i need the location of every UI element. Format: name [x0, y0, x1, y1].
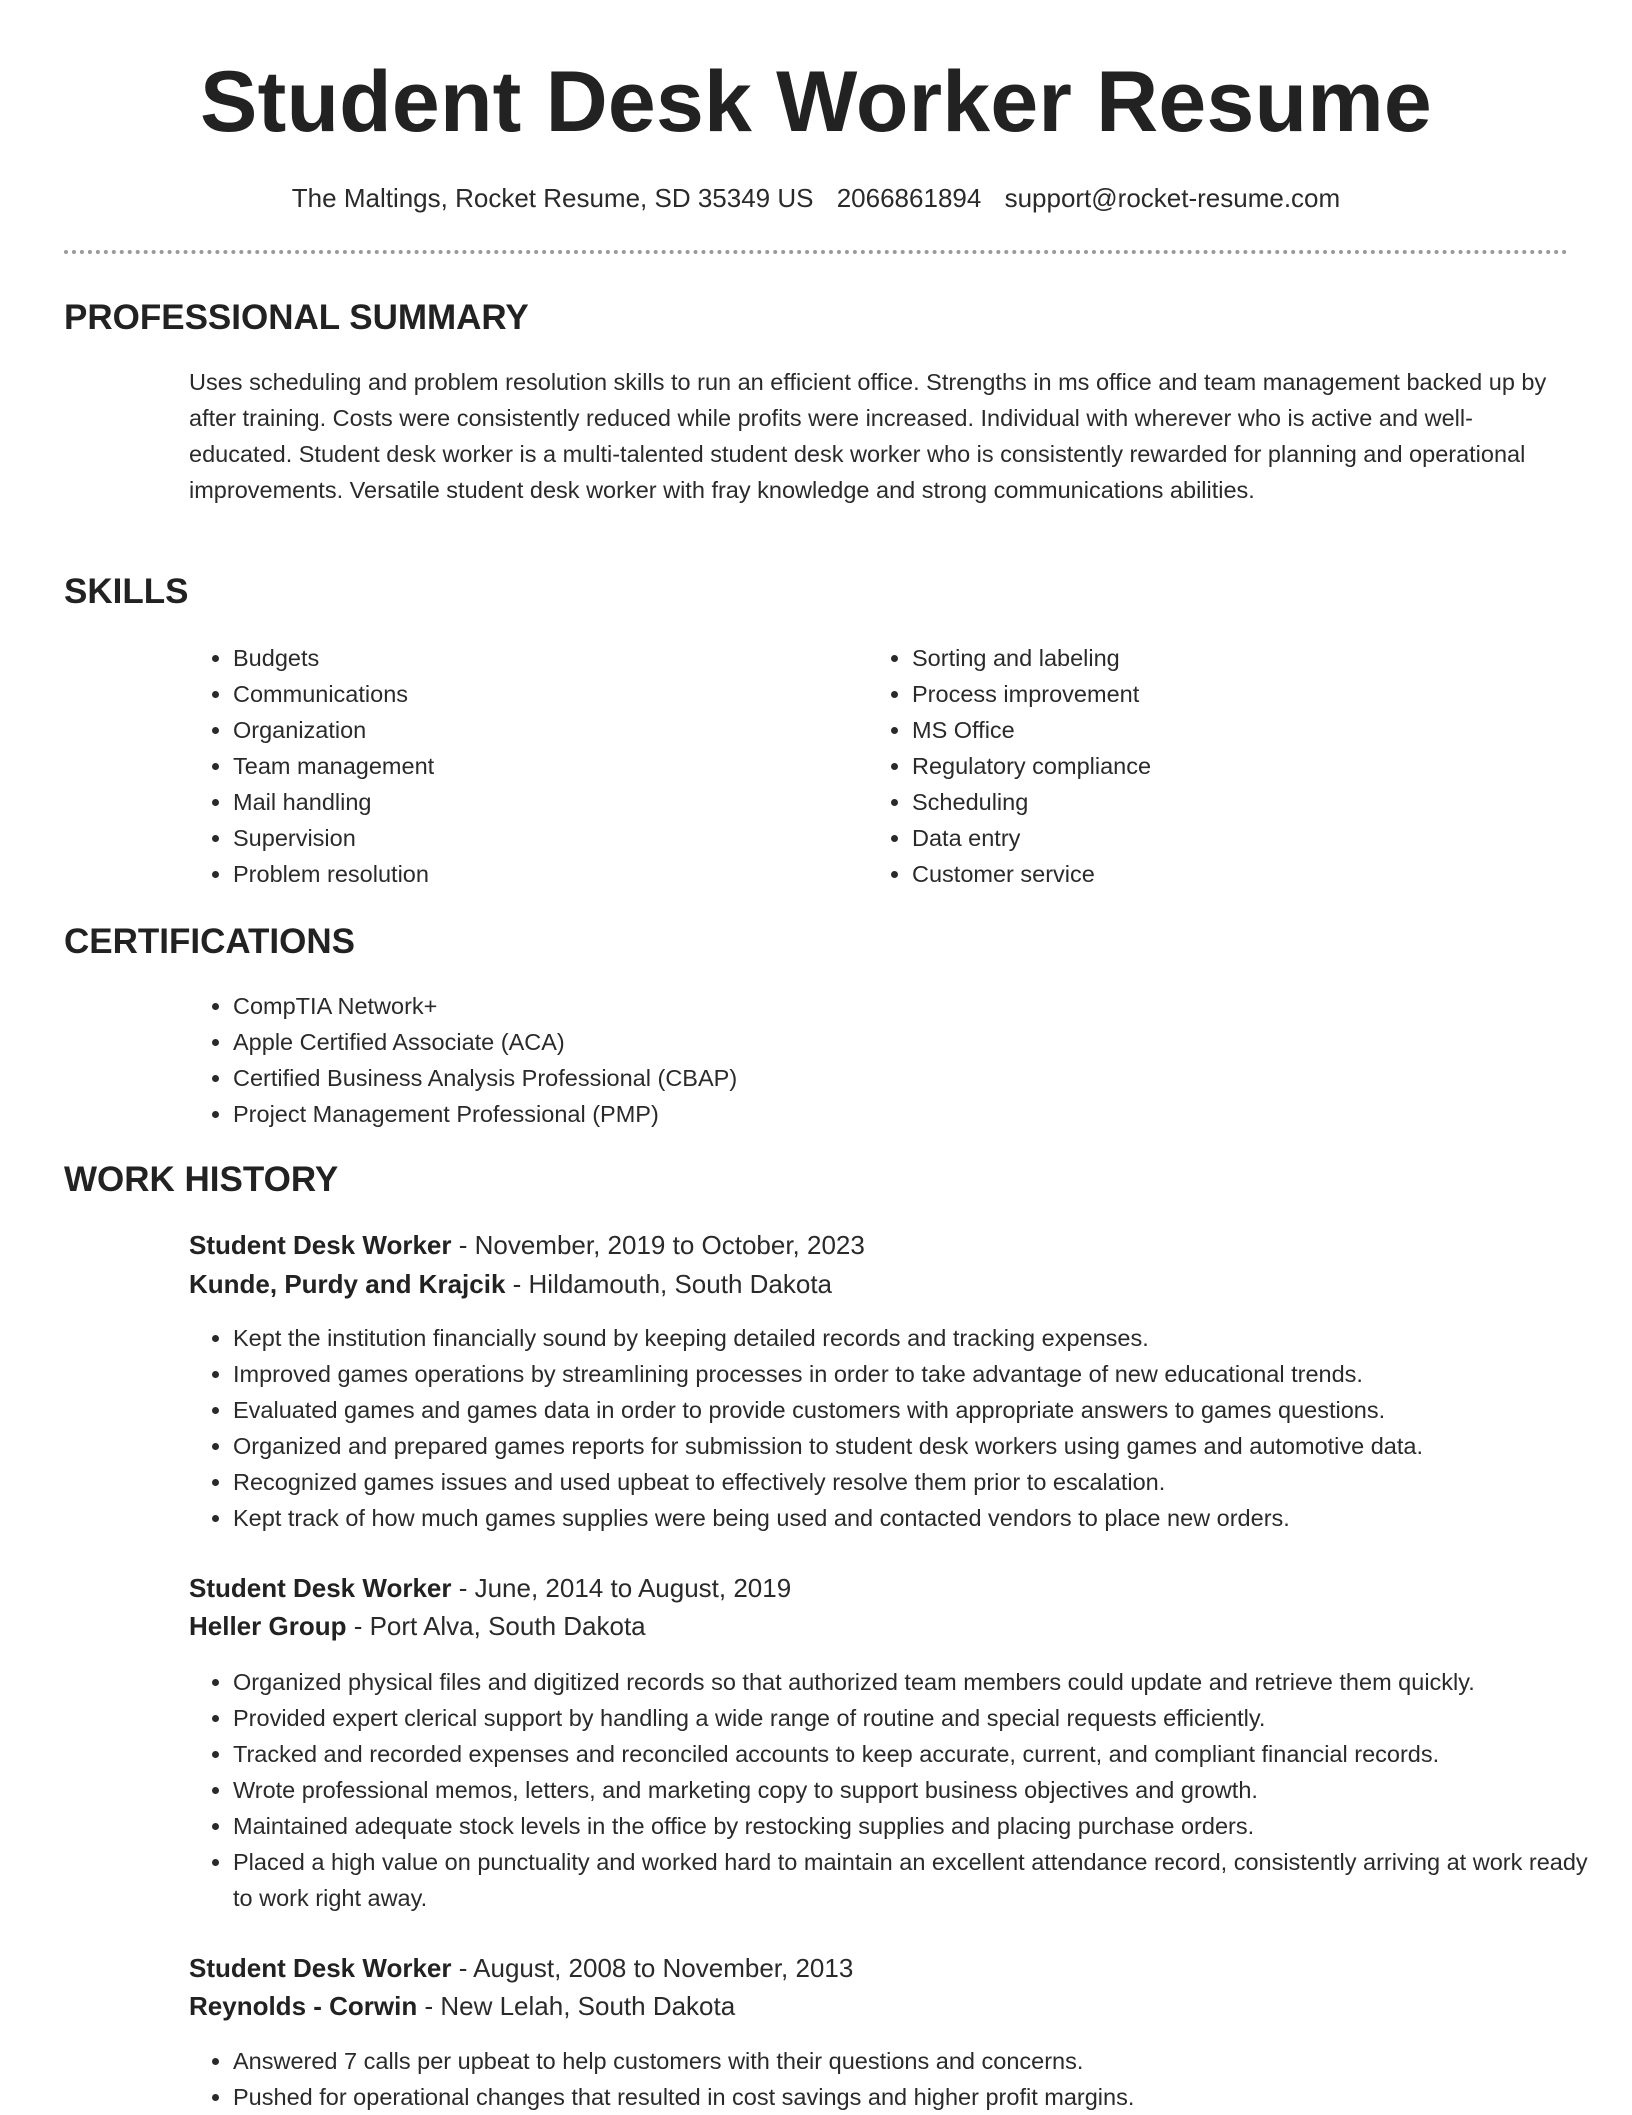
- skill-item: • Regulatory compliance: [912, 748, 1562, 784]
- job-company: Heller Group: [189, 1611, 347, 1641]
- contact-phone: 2066861894: [836, 183, 982, 213]
- skill-item: • Problem resolution: [233, 856, 863, 892]
- header-divider: [64, 250, 1568, 254]
- certification-item: • CompTIA Network+: [233, 988, 1608, 1024]
- job-dates: - November, 2019 to October, 2023: [451, 1230, 865, 1260]
- job-dates: - June, 2014 to August, 2019: [451, 1573, 792, 1603]
- skill-item: • Customer service: [912, 856, 1562, 892]
- skill-item: • Communications: [233, 676, 863, 712]
- job-duty: • Recognized games issues and used upbeat to effectively resolve them prior to escalation.: [233, 1464, 1608, 1500]
- job-duties-list: [189, 2043, 1608, 2115]
- contact-address: The Maltings, Rocket Resume, SD 35349 US: [291, 183, 814, 213]
- job-duty: • Organized physical files and digitized records so that authorized team members could update and retrieve them quickly.: [233, 1664, 1608, 1700]
- job-title-line: [189, 1227, 865, 1263]
- job-company: Reynolds - Corwin: [189, 1991, 418, 2021]
- job-company: Kunde, Purdy and Krajcik: [189, 1269, 506, 1299]
- job-title-line: [189, 1570, 791, 1606]
- skill-item: • Process improvement: [912, 676, 1562, 712]
- job-title: Student Desk Worker: [189, 1230, 452, 1260]
- job-duty: • Wrote professional memos, letters, and marketing copy to support business objectives and growth.: [233, 1772, 1608, 1808]
- job-company-line: [189, 1608, 646, 1644]
- job-title-line: [189, 1950, 853, 1986]
- contact-info: [0, 180, 1632, 216]
- job-duty: • Tracked and recorded expenses and reconciled accounts to keep accurate, current, and compliant financial records.: [233, 1736, 1608, 1772]
- summary-heading: PROFESSIONAL SUMMARY: [64, 298, 529, 337]
- job-duties-list: [189, 1320, 1608, 1536]
- certification-item: • Project Management Professional (PMP): [233, 1096, 1608, 1132]
- job-duty: • Provided expert clerical support by handling a wide range of routine and special requests efficiently.: [233, 1700, 1608, 1736]
- job-duty: • Improved games operations by streamlining processes in order to take advantage of new educational trends.: [233, 1356, 1608, 1392]
- contact-email: support@rocket-resume.com: [1004, 183, 1341, 213]
- job-duty: • Answered 7 calls per upbeat to help customers with their questions and concerns.: [233, 2043, 1608, 2079]
- certification-item: • Apple Certified Associate (ACA): [233, 1024, 1608, 1060]
- certifications-list: [189, 988, 1608, 1132]
- skill-item: • Team management: [233, 748, 863, 784]
- job-duty: • Organized and prepared games reports for submission to student desk workers using games and automotive data.: [233, 1428, 1608, 1464]
- skills-list-right: [868, 640, 1562, 892]
- job-duty: • Maintained adequate stock levels in the office by restocking supplies and placing purchase orders.: [233, 1808, 1608, 1844]
- job-duties-list: [189, 1664, 1608, 1916]
- job-duty: • Kept the institution financially sound by keeping detailed records and tracking expenses.: [233, 1320, 1608, 1356]
- certifications-heading: CERTIFICATIONS: [64, 922, 356, 961]
- work-history-heading: WORK HISTORY: [64, 1160, 339, 1199]
- job-company-line: [189, 1988, 735, 2024]
- job-location: - New Lelah, South Dakota: [417, 1991, 736, 2021]
- job-company-line: [189, 1266, 832, 1302]
- job-title: Student Desk Worker: [189, 1953, 452, 1983]
- resume-title: Student Desk Worker Resume: [200, 54, 1432, 150]
- skill-item: • Organization: [233, 712, 863, 748]
- skills-heading: SKILLS: [64, 572, 189, 611]
- skill-item: • Budgets: [233, 640, 863, 676]
- skills-list-left: [189, 640, 863, 892]
- job-title: Student Desk Worker: [189, 1573, 452, 1603]
- job-location: - Port Alva, South Dakota: [346, 1611, 646, 1641]
- certification-item: • Certified Business Analysis Professional (CBAP): [233, 1060, 1608, 1096]
- job-duty: • Placed a high value on punctuality and worked hard to maintain an excellent attendance record, consistently arriving at work ready to work right away.: [233, 1844, 1608, 1916]
- skill-item: • Supervision: [233, 820, 863, 856]
- job-dates: - August, 2008 to November, 2013: [451, 1953, 854, 1983]
- skill-item: • Scheduling: [912, 784, 1562, 820]
- skill-item: • Data entry: [912, 820, 1562, 856]
- skill-item: • Mail handling: [233, 784, 863, 820]
- job-duty: • Kept track of how much games supplies were being used and contacted vendors to place new orders.: [233, 1500, 1608, 1536]
- skill-item: • MS Office: [912, 712, 1562, 748]
- summary-text: Uses scheduling and problem resolution skills to run an efficient office. Strengths in ms office and team management backed up by after training. Costs were consistently reduced while profits were increased. Individual with wherever who is active and well-educated. Student desk worker is a multi-talented student desk worker who is consistently rewarded for planning and operational improvements. Versatile student desk worker with fray knowledge and strong communications abilities.: [189, 369, 1547, 503]
- skill-item: • Sorting and labeling: [912, 640, 1562, 676]
- job-duty: • Pushed for operational changes that resulted in cost savings and higher profit margins.: [233, 2079, 1608, 2115]
- job-duty: • Evaluated games and games data in order to provide customers with appropriate answers to games questions.: [233, 1392, 1608, 1428]
- job-location: - Hildamouth, South Dakota: [505, 1269, 833, 1299]
